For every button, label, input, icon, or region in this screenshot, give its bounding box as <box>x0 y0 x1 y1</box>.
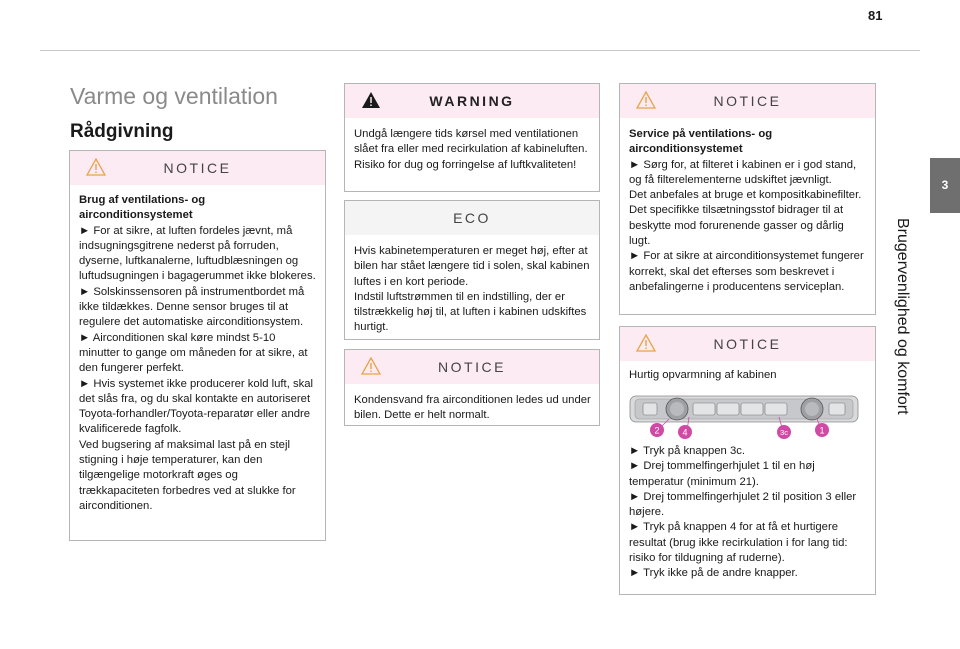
warning-label: WARNING <box>429 93 515 109</box>
notice-text: Kondensvand fra airconditionen ledes ud under bilen. Dette er helt normalt. <box>354 394 591 422</box>
callout-2-label: 2 <box>654 425 660 436</box>
callout-3c-label: 3c <box>780 428 788 437</box>
warning-triangle-icon <box>361 91 381 109</box>
eco-text: Hvis kabinetemperaturen er meget høj, efter at bilen har stået længere tid i solen, skal kabinen luftes i en kort periode. Indstil luftstrømmen til en indstilling, der er tilstrækkelig høj til, at luften i kabinen udskiftes hurtigt. <box>354 245 590 334</box>
callout-4 <box>678 425 692 439</box>
chapter-tab-number: 3 <box>941 178 949 192</box>
callout-3c <box>777 425 791 439</box>
chapter-title-wrap <box>885 218 911 428</box>
notice-heading: Service på ventilations- og airconditionsystemet <box>629 128 773 156</box>
section-title: Rådgivning <box>70 121 174 142</box>
notice-label: NOTICE <box>713 93 782 109</box>
callout-2 <box>650 423 664 437</box>
warning-box <box>344 83 600 192</box>
page-title: Varme og ventilation <box>70 83 278 109</box>
eco-label: ECO <box>453 210 491 226</box>
notice-label: NOTICE <box>713 336 782 352</box>
left-dial <box>666 398 688 420</box>
eco-header <box>345 201 599 235</box>
notice-box-right-bottom <box>619 326 876 595</box>
right-dial <box>801 398 823 420</box>
warning-text: Undgå længere tids kørsel med ventilationen slået fra eller med recirkulation af kabineluften. Risiko for dug og forringelse af luftkvaliteten! <box>354 128 588 171</box>
notice-header <box>620 84 875 118</box>
notice-heading: Brug af ventilations- og airconditionsystemet <box>79 194 206 222</box>
notice-header <box>70 151 325 185</box>
warning-triangle-icon <box>636 91 656 109</box>
callout-4-label: 4 <box>682 427 688 438</box>
notice-label: NOTICE <box>438 359 506 375</box>
notice-header <box>620 327 875 361</box>
callout-1-label: 1 <box>819 425 825 436</box>
warning-header <box>345 84 599 118</box>
notice-label: NOTICE <box>163 160 232 176</box>
notice-box-middle <box>344 349 600 426</box>
chapter-title: Brugervenlighed og komfort <box>894 218 911 415</box>
warning-triangle-icon <box>86 158 106 176</box>
notice-box-right-top <box>619 83 876 315</box>
climate-panel-illustration <box>629 393 859 439</box>
warning-triangle-icon <box>361 357 381 375</box>
notice-text: ► Tryk på knappen 3c. ► Drej tommelfingerhjulet 1 til en høj temperatur (minimum 21). ► Drej tommelfingerhjulet 2 til position 3 eller højere. ► Tryk på knappen 4 for at få et hurtigere resultat (brug ikke recirkulation i for lang tid: risiko for tildugning af ruderne). ► Tryk ikke på de andre knapper. <box>629 445 857 580</box>
notice-text: ► Sørg for, at filteret i kabinen er i god stand, og få filterelementerne udskiftet jævnligt. Det anbefales at bruge et kompositkabinefilter. Det specifikke tilsætningsstof bidrager til at beskytte mod forurenende gasser og dårlig lugt. ► For at sikre at airconditionsystemet fungerer korrekt, skal det efterses som beskrevet i anbefalingerne i producentens serviceplan. <box>629 158 864 293</box>
notice-header <box>345 350 599 384</box>
page-number: 81 <box>868 8 883 23</box>
notice-content <box>70 185 325 522</box>
notice-box-left <box>69 150 326 541</box>
notice-content <box>620 118 875 303</box>
notice-heading: Hurtig opvarmning af kabinen <box>629 369 777 381</box>
chapter-tab[interactable] <box>930 158 960 213</box>
notice-text: ► For at sikre, at luften fordeles jævnt, må indsugningsgitrene nederst på forruden, dyserne, luftkanalerne, luftudblæsningen og luftudsugningen i bagagerummet ikke blokeres. ► Solskinssensoren på instrumentbordet må ikke tildækkes. Denne sensor bruges til at regulere det automatiske airconditionsystem. ► Airconditionen skal køre mindst 5-10 minutter to gange om måneden for at sikre, at den fungerer perfekt. ► Hvis systemet ikke producerer kold luft, skal det slås fra, og du skal kontakte en autoriseret Toyota-forhandler/Toyota-reparatør eller andre kvalificerede fagfolk. Ved bugsering af maksimal last på en stejl stigning i høje temperaturer, kan den tilgængelige motorkraft øges og trækkapaciteten forbedres ved at slukke for airconditionen. <box>79 224 316 512</box>
warning-triangle-icon <box>636 334 656 352</box>
top-divider <box>40 50 920 51</box>
eco-box <box>344 200 600 340</box>
callout-1 <box>815 423 829 437</box>
